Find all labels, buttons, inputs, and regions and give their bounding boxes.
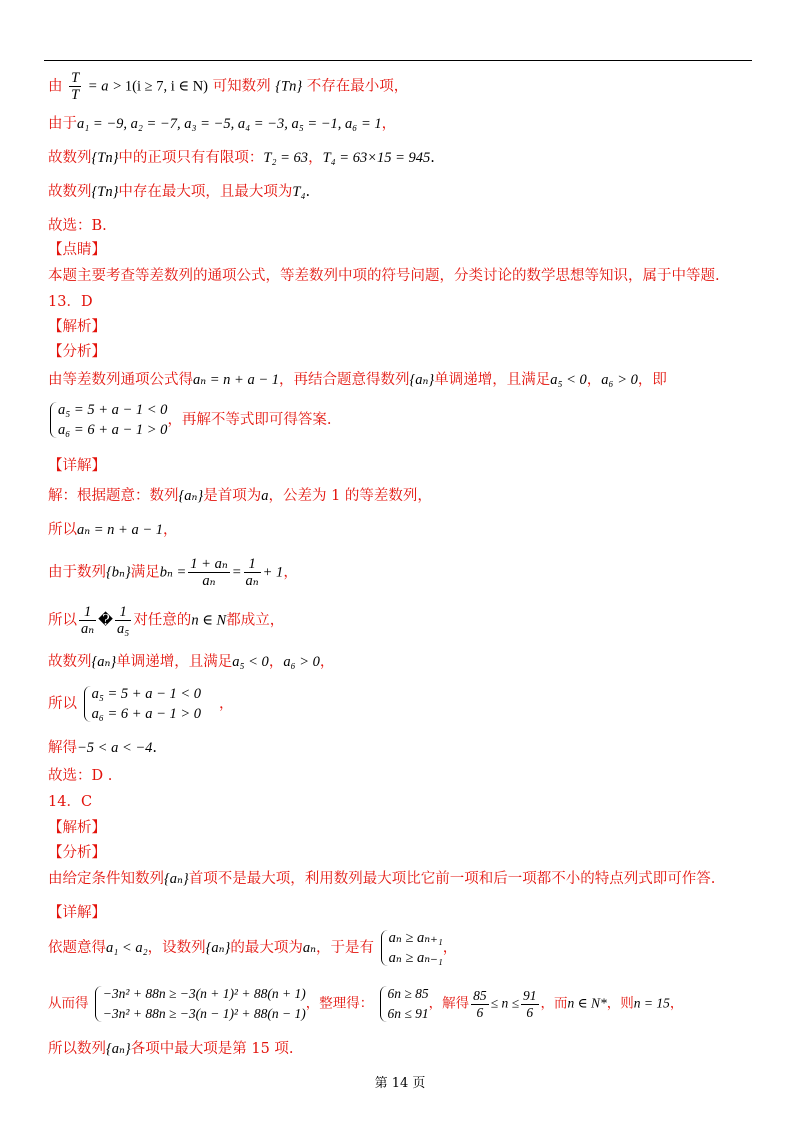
text: 依题意得 (48, 940, 106, 956)
text: 单调递增，且满足 (116, 654, 233, 670)
section-heading: 【分析】 (48, 344, 106, 360)
math: {aₙ} (205, 940, 231, 956)
text-line: 本题主要考查等差数列的通项公式，等差数列中项的符号问题，分类讨论的数学思想等知识，属于中等题. (48, 268, 720, 284)
math: {aₙ} (91, 654, 117, 670)
fraction-denominator: a₅ (117, 621, 130, 637)
text: 故数列 (48, 150, 92, 166)
text: 由于 (48, 116, 77, 132)
equation: a₅ = 5 + a − 1 < 0 (91, 686, 202, 702)
math: aₙ (302, 940, 316, 956)
math: > 1(i ≥ 7, i ∈ N) (113, 78, 209, 95)
text: 所以 (48, 696, 77, 712)
math: a₁ = −9, a₂ = −7, a₃ = −5, a₄ = −3, a₅ = −1, a₆ = 1 (77, 116, 382, 132)
equation: a₆ = 6 + a − 1 > 0 (58, 422, 168, 438)
fraction-numerator: 91 (523, 987, 537, 1003)
math: {Tn} (91, 184, 119, 200)
equation: −3n² + 88n ≥ −3(n − 1)² + 88(n − 1) (102, 1006, 306, 1021)
text-line (48, 70, 408, 103)
fraction (244, 556, 261, 589)
text-line (48, 556, 298, 589)
text: 所以 (48, 522, 77, 538)
fraction (69, 70, 81, 103)
math: a₆ > 0 (601, 372, 638, 388)
text: ， (308, 150, 323, 166)
text: ，整理得： (305, 995, 374, 1012)
text-line (48, 652, 334, 672)
text: 由等差数列通项公式得 (48, 372, 193, 388)
fraction-numerator: 1 (79, 604, 96, 621)
equation: −3n² + 88n ≥ −3(n + 1)² + 88(n + 1) (102, 986, 306, 1001)
text: ， (586, 372, 602, 388)
fraction-numerator: 1 (115, 604, 131, 621)
unknown-symbol: � (98, 612, 114, 629)
text: ，设数列 (147, 940, 206, 956)
math: bₙ = (159, 564, 187, 581)
math: a₅ < 0 (232, 654, 269, 670)
equation-system (82, 684, 201, 724)
math: T₄ = 63×15 = 945 (322, 150, 431, 166)
text: ，于是有 (316, 940, 374, 956)
text: ， (381, 116, 397, 132)
text: 故数列 (48, 184, 92, 200)
text: ， (442, 940, 458, 956)
text-line (48, 182, 310, 202)
text: 中存在最大项，且最大项为 (118, 184, 293, 200)
text: 是首项为 (203, 488, 262, 504)
section-heading: 【点睛】 (48, 242, 106, 258)
question-number: 13．D (48, 294, 93, 310)
math: n ∈ N* (567, 995, 607, 1011)
text: 各项中最大项是第 15 项. (130, 1041, 294, 1057)
math: a₁ < a₂ (106, 940, 148, 956)
math: n = 15 (633, 995, 670, 1011)
math: + 1 (262, 564, 284, 581)
text-line (48, 604, 284, 637)
text-line (48, 1039, 294, 1059)
text: 中的正项只有有限项： (118, 150, 264, 166)
section-heading: 【解析】 (48, 820, 106, 836)
math: {aₙ} (164, 871, 189, 887)
fraction-denominator: 6 (476, 1004, 484, 1020)
equation-system (93, 984, 306, 1024)
text-line (48, 400, 332, 440)
text-line (48, 984, 683, 1024)
text: ，再解不等式即可得答案. (167, 412, 332, 428)
fraction-numerator: T (71, 70, 80, 86)
equation: aₙ ≥ aₙ₋₁ (388, 950, 443, 966)
text: 由给定条件知数列 (48, 871, 164, 887)
text-line: 故选：B. (48, 218, 107, 234)
fraction (79, 604, 96, 637)
text: ，即 (637, 372, 667, 388)
page-footer: 第 14 页 (374, 1076, 426, 1091)
text: . (305, 184, 311, 200)
math: {bₙ} (106, 564, 131, 581)
math: T₂ = 63 (263, 150, 309, 166)
equation: 6n ≥ 85 (387, 986, 429, 1001)
text: ， (669, 995, 684, 1012)
text-line (48, 148, 435, 168)
text: ，则 (606, 995, 634, 1012)
fraction-denominator: T (71, 87, 80, 103)
section-heading: 【详解】 (48, 905, 106, 921)
text: 所以数列 (48, 1041, 106, 1057)
text: 首项不是最大项，利用数列最大项比它前一项和后一项都不小的特点列式即可作答. (188, 871, 716, 887)
text-line (48, 370, 667, 390)
text: 从而得 (48, 995, 89, 1012)
math: −5 < a < −4 (77, 740, 153, 756)
text: 不存在最小项， (306, 78, 409, 95)
header-rule (44, 60, 752, 61)
equation-system (378, 984, 429, 1024)
text: ，解得 (428, 995, 470, 1012)
math: n ∈ N (191, 612, 227, 629)
text: 满足 (130, 564, 160, 581)
text: ，再结合题意得数列 (278, 372, 410, 388)
text: ， (283, 564, 298, 581)
fraction-numerator: 1 (244, 556, 261, 573)
equation: aₙ ≥ aₙ₊₁ (388, 930, 443, 946)
text: 的最大项为 (230, 940, 303, 956)
fraction-numerator: 85 (473, 987, 487, 1003)
text: 由于数列 (48, 564, 106, 581)
text-line (48, 520, 177, 540)
text: ，公差为 1 的等差数列， (268, 488, 432, 504)
section-heading: 【分析】 (48, 845, 106, 861)
text: 解得 (48, 740, 77, 756)
math: ≤ n ≤ (490, 995, 519, 1011)
fraction-numerator: 1 + aₙ (190, 556, 228, 572)
math: = (231, 564, 242, 581)
text-line (48, 684, 234, 724)
text: ， (319, 654, 335, 670)
text: ， (162, 522, 178, 538)
equation-system (379, 928, 443, 968)
fraction-denominator: aₙ (81, 621, 95, 637)
text-line (48, 928, 457, 968)
math: {aₙ} (409, 372, 435, 388)
fraction (115, 604, 131, 637)
fraction (521, 988, 539, 1021)
equation-system (48, 400, 167, 440)
text: ， (219, 696, 234, 712)
section-heading: 【详解】 (48, 458, 106, 474)
text-line: 故选：D . (48, 768, 113, 784)
text: 解：根据题意：数列 (48, 488, 179, 504)
fraction (188, 556, 229, 589)
equation: 6n ≤ 91 (387, 1006, 429, 1021)
section-heading: 【解析】 (48, 319, 106, 335)
text: 单调递增，且满足 (434, 372, 551, 388)
fraction-denominator: aₙ (202, 573, 216, 589)
math: {aₙ} (106, 1041, 131, 1057)
text: ，而 (540, 995, 568, 1012)
math: aₙ = n + a − 1 (77, 522, 163, 538)
text: 对任意的 (133, 612, 192, 629)
math: a (261, 488, 269, 504)
text: . (152, 740, 157, 756)
question-number: 14．C (48, 794, 93, 810)
text-line (48, 869, 715, 889)
text-line (48, 114, 396, 134)
text: ， (268, 654, 284, 670)
text-line (48, 486, 432, 506)
math: = a (87, 78, 109, 95)
text: 可知数列 (212, 78, 271, 95)
math: {aₙ} (178, 488, 204, 504)
text: 由 (48, 78, 63, 95)
math: a₅ < 0 (550, 372, 587, 388)
math: T₄ (292, 184, 306, 200)
text: 所以 (48, 612, 77, 629)
math: {Tn} (275, 78, 303, 95)
text: . (430, 150, 435, 166)
equation: a₅ = 5 + a − 1 < 0 (58, 402, 168, 418)
fraction-denominator: aₙ (245, 573, 259, 589)
math: aₙ = n + a − 1 (193, 372, 279, 388)
text: 故数列 (48, 654, 92, 670)
math: {Tn} (91, 150, 119, 166)
math: a₆ > 0 (283, 654, 320, 670)
fraction (471, 988, 489, 1021)
fraction-denominator: 6 (526, 1004, 534, 1020)
equation: a₆ = 6 + a − 1 > 0 (91, 706, 202, 722)
text: 都成立， (226, 612, 285, 629)
text-line (48, 738, 157, 758)
